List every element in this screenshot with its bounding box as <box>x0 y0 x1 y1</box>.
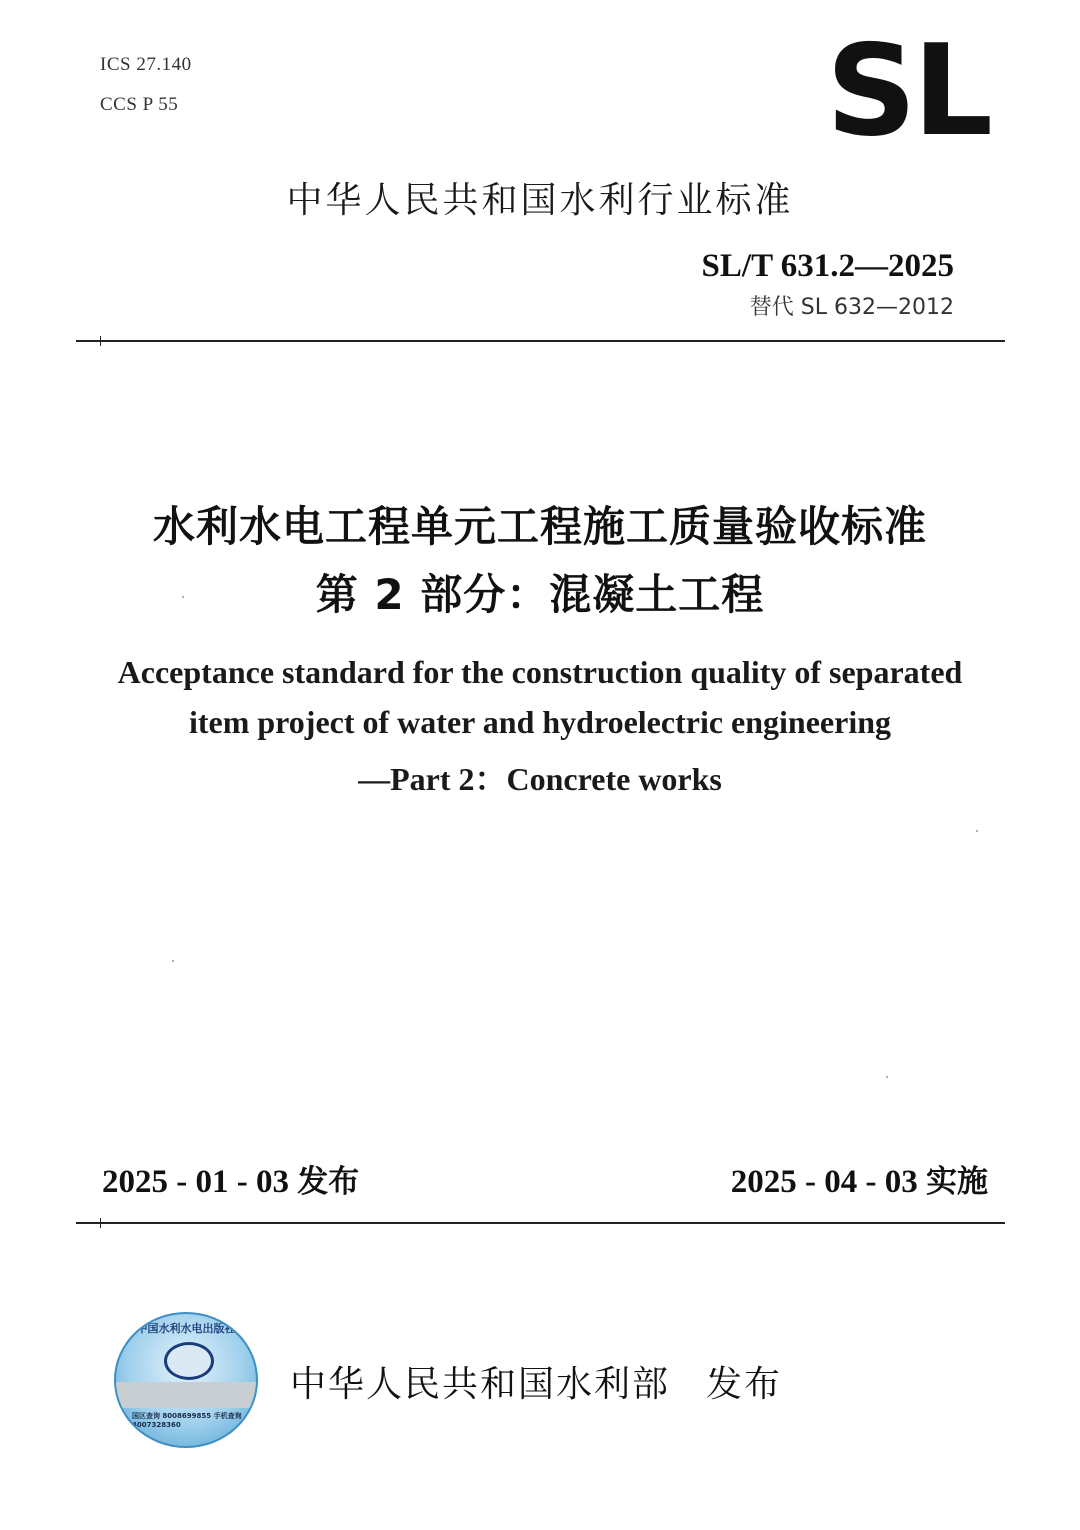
standard-number: SL/T 631.2—2025 <box>701 248 954 284</box>
industry-standard-heading: 中华人民共和国水利行业标准 <box>286 180 794 221</box>
ics-code: ICS 27.140 <box>100 54 192 75</box>
chinese-title-line-1: 水利水电工程单元工程施工质量验收标准 <box>152 502 927 551</box>
publisher-name: 中华人民共和国水利部 <box>290 1364 671 1405</box>
implementation-date-value: 2025 - 04 - 03 <box>730 1164 918 1200</box>
scan-speck <box>172 960 174 962</box>
sl-logo: SL <box>826 17 990 164</box>
implementation-label: 实施 <box>926 1164 988 1200</box>
top-divider <box>76 340 1005 342</box>
seal-ring-text: 中国水利水电出版社 <box>136 1322 236 1335</box>
publisher-anti-counterfeit-seal <box>114 1312 258 1448</box>
issue-label: 发布 <box>297 1164 360 1200</box>
scan-speck <box>886 1076 888 1078</box>
scan-speck <box>182 596 184 598</box>
seal-hotline-text: 国区查询 8008699855 手机查询 4007328360 <box>132 1412 242 1429</box>
replaces-note: 替代 SL 632—2012 <box>749 295 954 320</box>
seal-emblem-icon <box>164 1342 214 1380</box>
english-title-line-3: —Part 2：Concrete works <box>358 761 722 797</box>
ccs-code: CCS P 55 <box>100 94 179 115</box>
english-title-line-2: item project of water and hydroelectric engineering <box>188 704 892 740</box>
top-divider-tick <box>100 336 101 346</box>
issue-date <box>102 1156 359 1201</box>
implementation-date <box>731 1156 988 1201</box>
publish-label: 发布 <box>706 1364 783 1405</box>
bottom-divider-tick <box>100 1218 101 1228</box>
english-title-line-1: Acceptance standard for the construction quality of separated <box>117 654 963 690</box>
chinese-title-line-2: 第 2 部分：混凝土工程 <box>315 570 765 619</box>
bottom-divider <box>76 1222 1005 1224</box>
publisher-line <box>290 1356 782 1407</box>
seal-silver-band <box>116 1382 256 1408</box>
scan-speck <box>976 830 978 832</box>
issue-date-value: 2025 - 01 - 03 <box>102 1164 289 1200</box>
